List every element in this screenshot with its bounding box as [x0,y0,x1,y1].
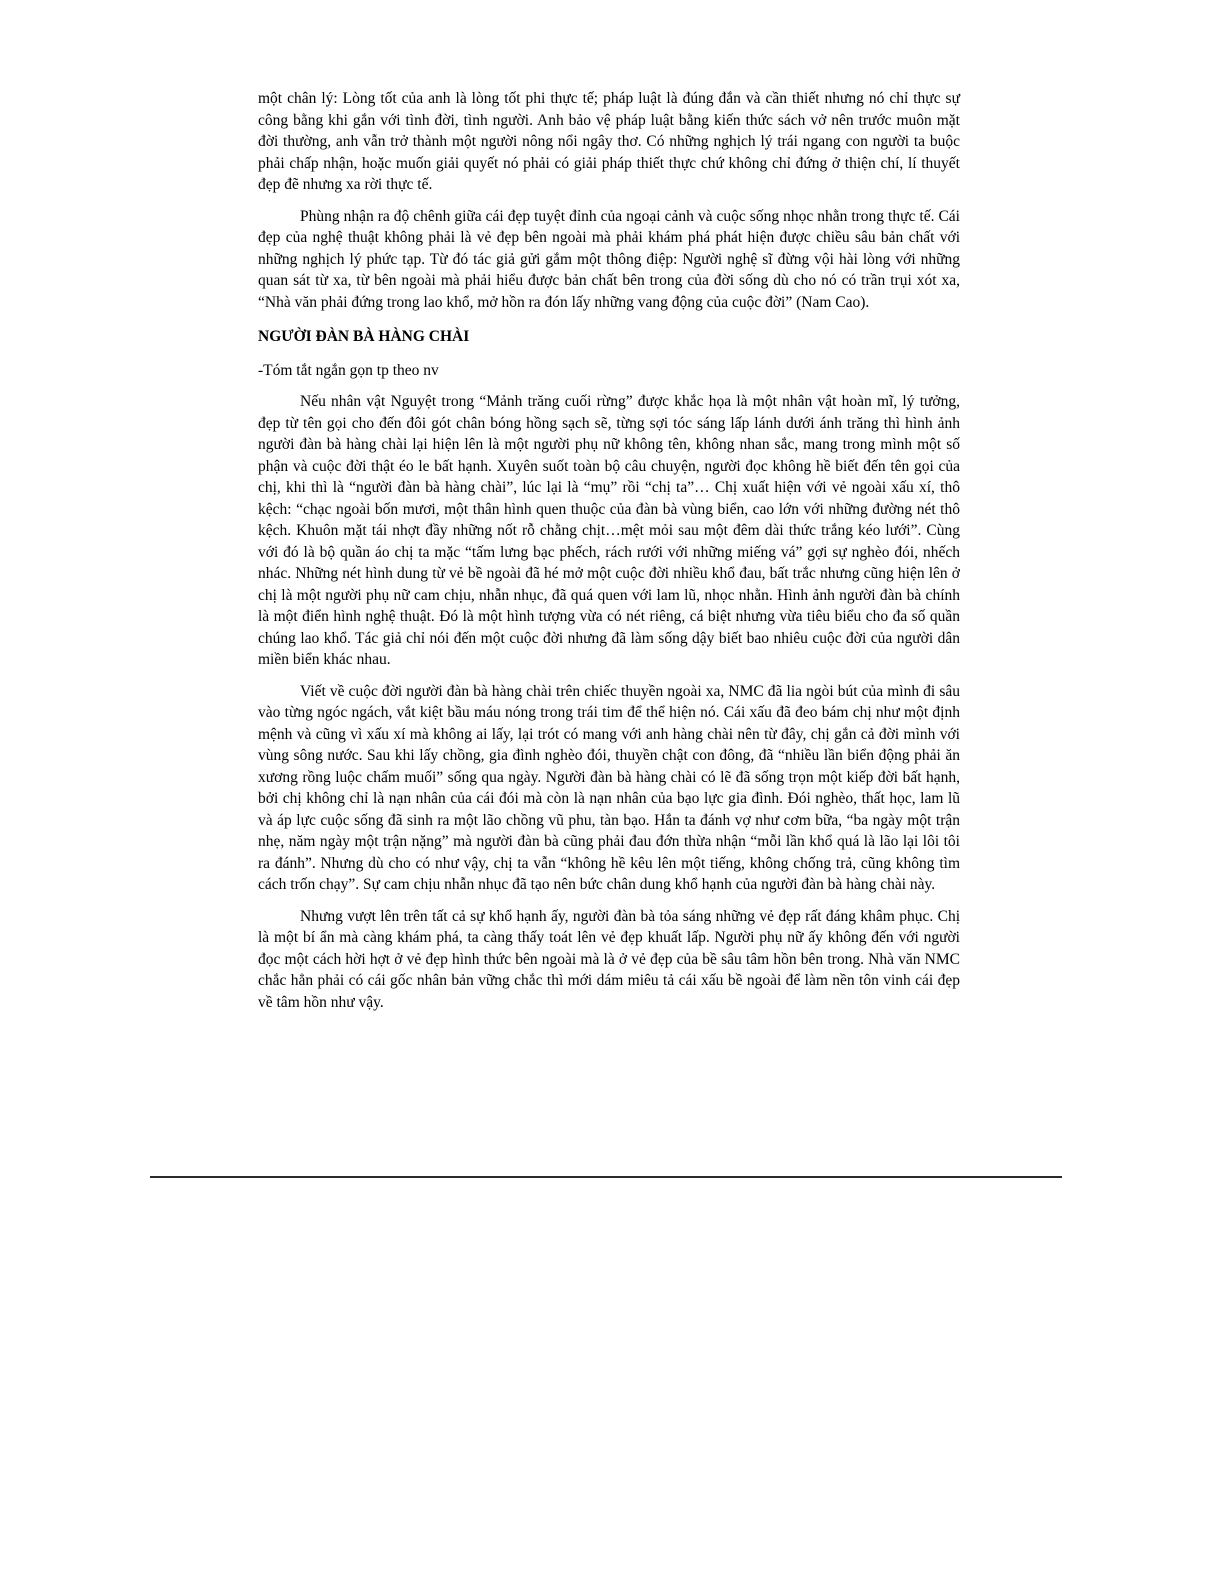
paragraph: Nhưng vượt lên trên tất cả sự khổ hạnh ấy, người đàn bà tỏa sáng những vẻ đẹp rất đáng khâm phục. Chị là một bí ẩn mà càng khám phá, ta càng thấy toát lên vẻ đẹp khuất lấp. Người phụ nữ ấy không đến với người đọc một cách hời hợt ở vẻ đẹp hình thức bên ngoài mà là ở vẻ đẹp của bề sâu tâm hồn bên trong. Nhà văn NMC chắc hẳn phải có cái gốc nhân bản vững chắc thì mới dám miêu tả cái xấu bề ngoài để làm nền tôn vinh cái đẹp về tâm hồn như vậy. [258,907,960,1011]
paragraph: Phùng nhận ra độ chênh giữa cái đẹp tuyệt đỉnh của ngoại cảnh và cuộc sống nhọc nhằn trong thực tế. Cái đẹp của nghệ thuật không phải là vẻ đẹp bên ngoài mà phải khám phá phát hiện được chiều sâu bản chất với những nghịch lý phức tạp. Từ đó tác giả gửi gắm một thông điệp: Người nghệ sĩ đừng vội hài lòng với những quan sát từ xa, từ bên ngoài mà phải hiểu được bản chất bên trong của đời sống dù cho nó có trần trụi xót xa, “Nhà văn phải đứng trong lao khổ, mở hồn ra đón lấy những vang động của cuộc đời” (Nam Cao). [258,207,960,311]
page-divider [150,1176,1062,1178]
paragraph-continuation: một chân lý: Lòng tốt của anh là lòng tốt phi thực tế; pháp luật là đúng đắn và cần thiết nhưng nó chỉ thực sự công bằng khi gắn với tình đời, tình người. Anh bảo vệ pháp luật bằng kiến thức sách vở nên trước muôn mặt đời thường, anh vẫn trở thành một người nông nổi ngây thơ. Có những nghịch lý trái ngang con người ta buộc phải chấp nhận, hoặc muốn giải quyết nó phải có giải pháp thiết thực chứ không chỉ đứng ở thiện chí, lí thuyết đẹp đẽ nhưng xa rời thực tế. [258,90,960,193]
section-heading: NGƯỜI ĐÀN BÀ HÀNG CHÀI [258,328,470,345]
summary-note: -Tóm tắt ngắn gọn tp theo nv [258,361,439,379]
paragraph: Viết về cuộc đời người đàn bà hàng chài trên chiếc thuyền ngoài xa, NMC đã lia ngòi bút của mình đi sâu vào từng ngóc ngách, vắt kiệt bầu máu nóng trong trái tim để thể hiện nó. Cái xấu đã đeo bám chị như một định mệnh và cũng vì xấu xí mà không ai lấy, lại trót có mang với anh hàng chài nên từ đây, chị gắn cả đời mình với vùng sông nước. Sau khi lấy chồng, gia đình nghèo đói, thuyền chật con đông, đã “nhiều lần biển động phải ăn xương rồng luộc chấm muối” sống qua ngày. Người đàn bà hàng chài có lẽ đã sống trọn một kiếp đời bất hạnh, bởi chị không chỉ là nạn nhân của cái đói mà còn là nạn nhân của bạo lực gia đình. Đói nghèo, thất học, lam lũ và áp lực cuộc sống đã sinh ra một lão chồng vũ phu, tàn bạo. Hắn ta đánh vợ như cơm bữa, “ba ngày một trận nhẹ, năm ngày một trận nặng” mà người đàn bà cũng phải đau đớn thừa nhận “mỗi lần khổ quá là lão lại lôi tôi ra đánh”. Nhưng dù cho có như vậy, chị ta vẫn “không hề kêu lên một tiếng, không chống trả, cũng không tìm cách trốn chạy”. Sự cam chịu nhẫn nhục đã tạo nên bức chân dung khổ hạnh của người đàn bà hàng chài này. [258,682,960,893]
paragraph: Nếu nhân vật Nguyệt trong “Mảnh trăng cuối rừng” được khắc họa là một nhân vật hoàn mĩ, lý tưởng, đẹp từ tên gọi cho đến đôi gót chân bóng hồng sạch sẽ, từng sợi tóc sáng lấp lánh dưới ánh trăng thì hình ảnh người đàn bà hàng chài lại hiện lên là một người phụ nữ không tên, không nhan sắc, mang trong mình một số phận và cuộc đời thật éo le bất hạnh. Xuyên suốt toàn bộ câu chuyện, người đọc không hề biết đến tên gọi của chị, khi thì là “người đàn bà hàng chài”, lúc lại là “mụ” rồi “chị ta”… Chị xuất hiện với vẻ ngoài xấu xí, thô kệch: “chạc ngoài bốn mươi, một thân hình quen thuộc của đàn bà vùng biển, cao lớn với những đường nét thô kệch. Khuôn mặt tái nhợt đầy những nốt rỗ chằng chịt…mệt mỏi sau một đêm dài thức trắng kéo lưới”. Cùng với đó là bộ quần áo chị ta mặc “tấm lưng bạc phếch, rách rưới với những miếng vá” gợi sự nghèo đói, nhếch nhác. Những nét hình dung từ vẻ bề ngoài đã hé mở một cuộc đời nhiều khổ đau, bất trắc nhưng cũng hiện lên ở chị là một người phụ nữ cam chịu, nhẫn nhục, đã quá quen với lam lũ, nhọc nhằn. Hình ảnh người đàn bà chính là một điển hình nghệ thuật. Đó là một hình tượng vừa có nét riêng, cá biệt nhưng vừa tiêu biểu cho đa số quần chúng lao khổ. Tác giả chỉ nói đến một cuộc đời nhưng đã làm sống dậy biết bao nhiêu cuộc đời của người dân miền biển khác nhau. [258,393,960,668]
document-content [258,88,960,1023]
